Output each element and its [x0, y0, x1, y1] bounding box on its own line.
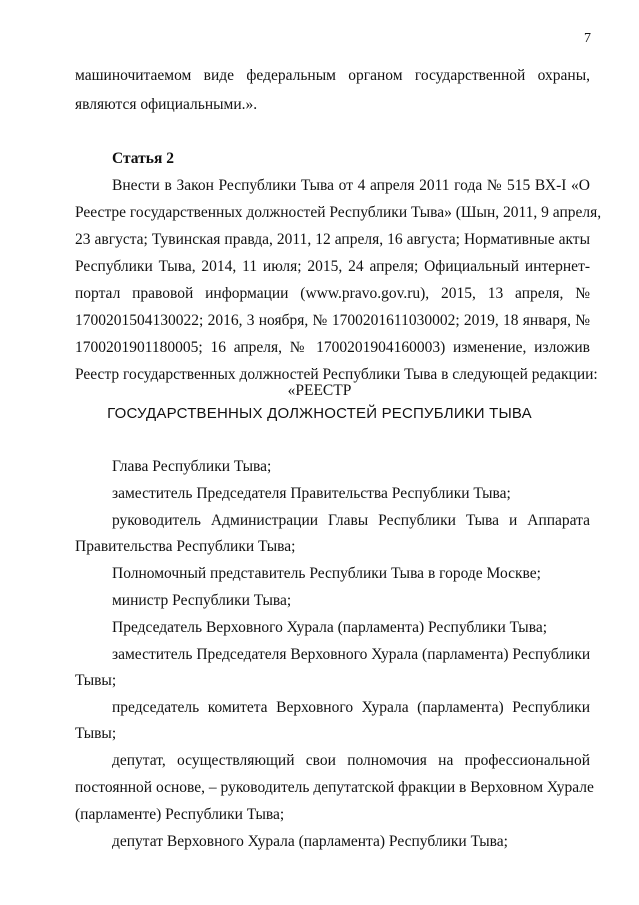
registry-item: министр Республики Тыва;: [112, 592, 292, 609]
registry-item-continuation: Тывы;: [75, 725, 117, 742]
article-heading: Статья 2: [112, 150, 174, 167]
registry-title-2: ГОСУДАРСТВЕННЫХ ДОЛЖНОСТЕЙ РЕСПУБЛИКИ ТЫВА: [107, 405, 532, 422]
article-line: 1700201504130022; 2016, 3 ноября, № 1700201611030002; 2019, 18 января, №: [75, 312, 590, 329]
intro-line-2: являются официальными.».: [75, 96, 258, 113]
registry-item: депутат, осуществляющий свои полномочия на профессиональной: [112, 752, 590, 769]
registry-item-continuation: постоянной основе, – руководитель депутатской фракции в Верховном Хурале: [75, 779, 594, 796]
registry-item: руководитель Администрации Главы Республики Тыва и Аппарата: [112, 512, 590, 529]
registry-item: Глава Республики Тыва;: [112, 458, 272, 475]
registry-item: председатель комитета Верховного Хурала (парламента) Республики: [112, 699, 590, 716]
article-line: Реестре государственных должностей Республики Тыва» (Шын, 2011, 9 апреля,: [75, 204, 602, 221]
article-line: портал правовой информации (www.pravo.gov.ru), 2015, 13 апреля, №: [75, 285, 590, 302]
registry-item-continuation: Тывы;: [75, 672, 117, 689]
registry-item: Полномочный представитель Республики Тыва в городе Москве;: [112, 565, 541, 582]
registry-item: Председатель Верховного Хурала (парламента) Республики Тыва;: [112, 619, 548, 636]
registry-title-1: «РЕЕСТР: [287, 382, 352, 399]
registry-item: заместитель Председателя Правительства Республики Тыва;: [112, 485, 511, 502]
registry-item: депутат Верховного Хурала (парламента) Республики Тыва;: [112, 833, 508, 850]
page-number: 7: [584, 31, 591, 46]
article-line: 23 августа; Тувинская правда, 2011, 12 апреля, 16 августа; Нормативные акты: [75, 231, 590, 248]
article-line: Республики Тыва, 2014, 11 июля; 2015, 24 апреля; Официальный интернет-: [75, 258, 590, 275]
article-line: Внести в Закон Республики Тыва от 4 апреля 2011 года № 515 ВХ-I «О: [112, 177, 590, 194]
intro-line-1: машиночитаемом виде федеральным органом государственной охраны,: [75, 67, 590, 84]
registry-item-continuation: (парламенте) Республики Тыва;: [75, 806, 285, 823]
registry-item-continuation: Правительства Республики Тыва;: [75, 538, 296, 555]
article-line: Реестр государственных должностей Республики Тыва в следующей редакции:: [75, 366, 598, 383]
registry-item: заместитель Председателя Верховного Хурала (парламента) Республики: [112, 646, 591, 663]
article-line: 1700201901180005; 16 апреля, № 1700201904160003) изменение, изложив: [75, 339, 590, 356]
